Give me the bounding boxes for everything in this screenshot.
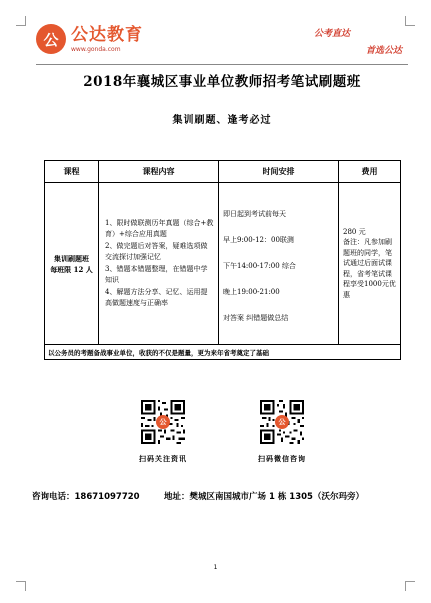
course-cell	[45, 183, 99, 345]
slogan-line-2: 首选公达	[365, 46, 402, 56]
qr-code-follow[interactable]	[141, 400, 185, 444]
qr-follow-caption: 扫码关注资讯	[139, 454, 187, 463]
logo-url: www.gonda.com	[71, 45, 121, 53]
header-divider	[36, 64, 408, 65]
crop-mark-bottom-left	[16, 581, 26, 591]
schedule-item: 早上9:00-12：00联测	[223, 236, 294, 244]
schedule-item: 晚上19:00-21:00	[223, 288, 280, 296]
qr-follow-block	[113, 400, 213, 464]
brand-logo	[36, 24, 143, 54]
fee-cell	[339, 183, 401, 345]
table-note-row	[45, 345, 401, 360]
slogan	[296, 26, 406, 56]
crop-mark-top-right	[405, 16, 415, 26]
course-limit: 每班限 12 人	[50, 264, 93, 274]
page-subtitle: 集训刷题、逢考必过	[172, 115, 272, 126]
logo-name: 公达教育	[71, 24, 143, 45]
table-row	[45, 183, 401, 345]
schedule-item: 即日起到考试前每天	[223, 210, 286, 218]
course-name: 集训刷题班	[54, 253, 89, 263]
schedule-item: 下午14:00-17:00 综合	[223, 262, 296, 270]
logo-mark-icon: 公	[36, 24, 66, 54]
header-schedule: 时间安排	[219, 161, 339, 183]
fee-note: 备注：凡参加刷题班的同学，笔试通过后面试课程，省考笔试课程享受1000元优惠	[343, 238, 396, 299]
content-item: 3、错题本错题整理，在错题中学知识	[105, 265, 208, 284]
table-header-row	[45, 161, 401, 183]
qr-center-logo-icon: 公	[275, 415, 289, 429]
course-table	[44, 160, 401, 360]
table-note: 以公务员的考题备战事业单位，收获的不仅是题量，更为来年省考奠定了基础	[45, 345, 401, 360]
content-cell	[99, 183, 219, 345]
crop-mark-top-left	[16, 16, 26, 26]
qr-wechat-block	[232, 400, 332, 464]
qr-code-wechat[interactable]	[260, 400, 304, 444]
contact-address: 地址：樊城区南国城市广场 1 栋 1305（沃尔玛旁）	[164, 492, 364, 502]
qr-wechat-caption: 扫码微信咨询	[258, 454, 306, 463]
content-item: 1、限时做联测历年真题（综合+教育）+综合应用真题	[105, 219, 214, 238]
page-title: 2018年襄城区事业单位教师招考笔试刷题班	[83, 74, 361, 90]
schedule-item: 对答案 纠错题做总结	[223, 314, 289, 322]
page-header	[36, 24, 406, 64]
crop-mark-bottom-right	[405, 581, 415, 591]
page-number: 1	[213, 564, 218, 571]
content-item: 2、做完题后对答案，疑难选项做交流探讨加强记忆	[105, 242, 208, 261]
schedule-cell	[219, 183, 339, 345]
header-course: 课程	[45, 161, 99, 183]
header-content: 课程内容	[99, 161, 219, 183]
header-fee: 费用	[339, 161, 401, 183]
slogan-line-1: 公考直达	[314, 29, 351, 39]
qr-center-logo-icon: 公	[156, 415, 170, 429]
contact-phone: 咨询电话：18671097720	[32, 492, 140, 502]
fee-amount: 280 元	[343, 227, 366, 236]
content-item: 4、解题方法分享、记忆、运用提高做题速度与正确率	[105, 288, 208, 307]
